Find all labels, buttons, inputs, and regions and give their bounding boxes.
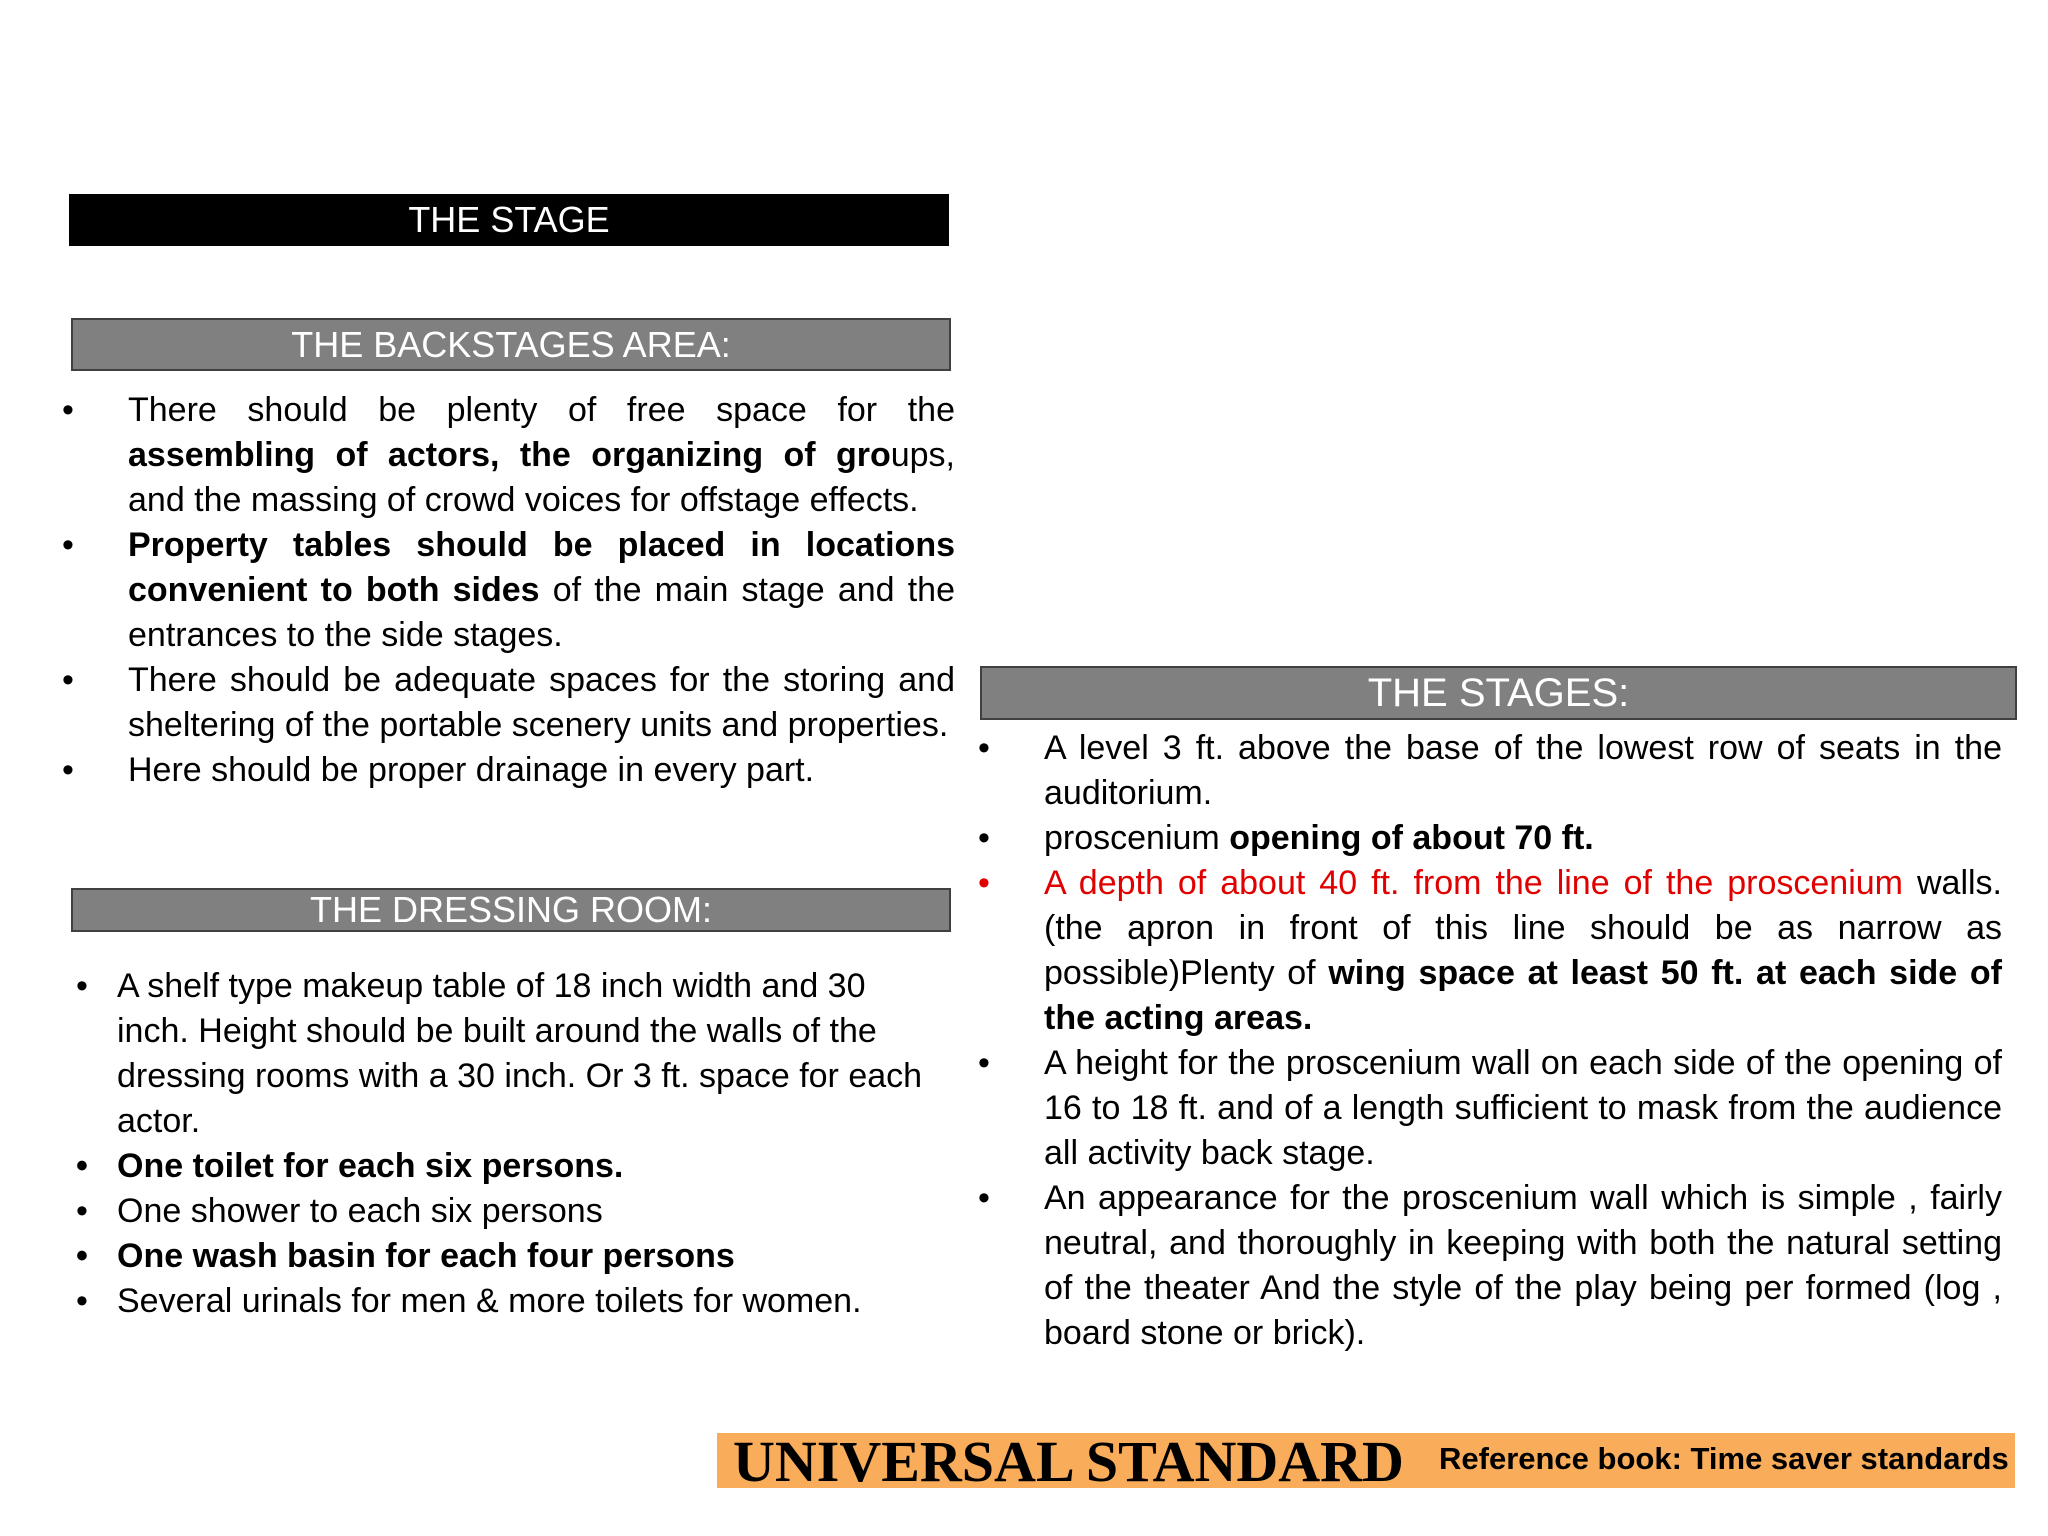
footer-title: UNIVERSAL STANDARD [733, 1429, 1404, 1494]
footer-banner [717, 1429, 2015, 1494]
page-title: THE STAGE [408, 199, 610, 240]
dressing-list [76, 964, 937, 1324]
list-item: • A depth of about 40 ft. from the line of the proscenium walls.(the apron in front of this line should be as narrow as possible)Plenty of wing space at least 50 ft. at each side of the acting areas. [1044, 861, 2002, 1041]
list-item: • A shelf type makeup table of 18 inch width and 30 inch. Height should be built around the walls of the dressing rooms with a 30 inch. Or 3 ft. space for each actor. [117, 964, 937, 1144]
stages-heading: THE STAGES: [1367, 671, 1630, 715]
list-item: • One shower to each six persons [117, 1189, 937, 1234]
list-item: • There should be adequate spaces for the storing and sheltering of the portable scenery units and properties. [128, 658, 955, 748]
bullet-icon: • [62, 661, 74, 699]
bullet-icon: • [978, 864, 990, 902]
bullet-icon: • [978, 1044, 990, 1082]
bullet-icon: • [62, 751, 74, 789]
page-title-bar [69, 194, 949, 246]
list-item: • proscenium opening of about 70 ft. [1044, 816, 2002, 861]
bullet-icon: • [76, 1237, 88, 1275]
dressing-heading-bar [71, 888, 951, 932]
bullet-icon: • [76, 1192, 88, 1230]
bullet-icon: • [62, 391, 74, 429]
list-item: • A height for the proscenium wall on each side of the opening of 16 to 18 ft. and of a length sufficient to mask from the audience all activity back stage. [1044, 1041, 2002, 1176]
bullet-icon: • [62, 526, 74, 564]
list-item: • One toilet for each six persons. [117, 1144, 937, 1189]
backstage-heading-bar [71, 318, 951, 371]
dressing-heading: THE DRESSING ROOM: [309, 889, 713, 930]
bullet-icon: • [978, 729, 990, 767]
list-item: • A level 3 ft. above the base of the lowest row of seats in the auditorium. [1044, 726, 2002, 816]
bullet-icon: • [76, 1147, 88, 1185]
backstage-heading: THE BACKSTAGES AREA: [291, 324, 731, 365]
list-item: • There should be plenty of free space for the assembling of actors, the organizing of groups, and the massing of crowd voices for offstage effects. [128, 388, 955, 523]
list-item: • Property tables should be placed in locations convenient to both sides of the main stage and the entrances to the side stages. [128, 523, 955, 658]
list-item: • Here should be proper drainage in every part. [128, 748, 955, 793]
list-item: • An appearance for the proscenium wall which is simple , fairly neutral, and thoroughly in keeping with both the natural setting of the theater And the style of the play being per formed (log , board stone or brick). [1044, 1176, 2002, 1356]
stages-list [978, 726, 2002, 1356]
list-item: • One wash basin for each four persons [117, 1234, 937, 1279]
bullet-icon: • [978, 819, 990, 857]
backstage-list [62, 388, 955, 793]
stages-heading-bar [980, 666, 2017, 720]
bullet-icon: • [76, 967, 88, 1005]
footer-reference: Reference book: Time saver standards [1439, 1441, 2009, 1476]
bullet-icon: • [978, 1179, 990, 1217]
bullet-icon: • [76, 1282, 88, 1320]
list-item: • Several urinals for men & more toilets for women. [117, 1279, 937, 1324]
